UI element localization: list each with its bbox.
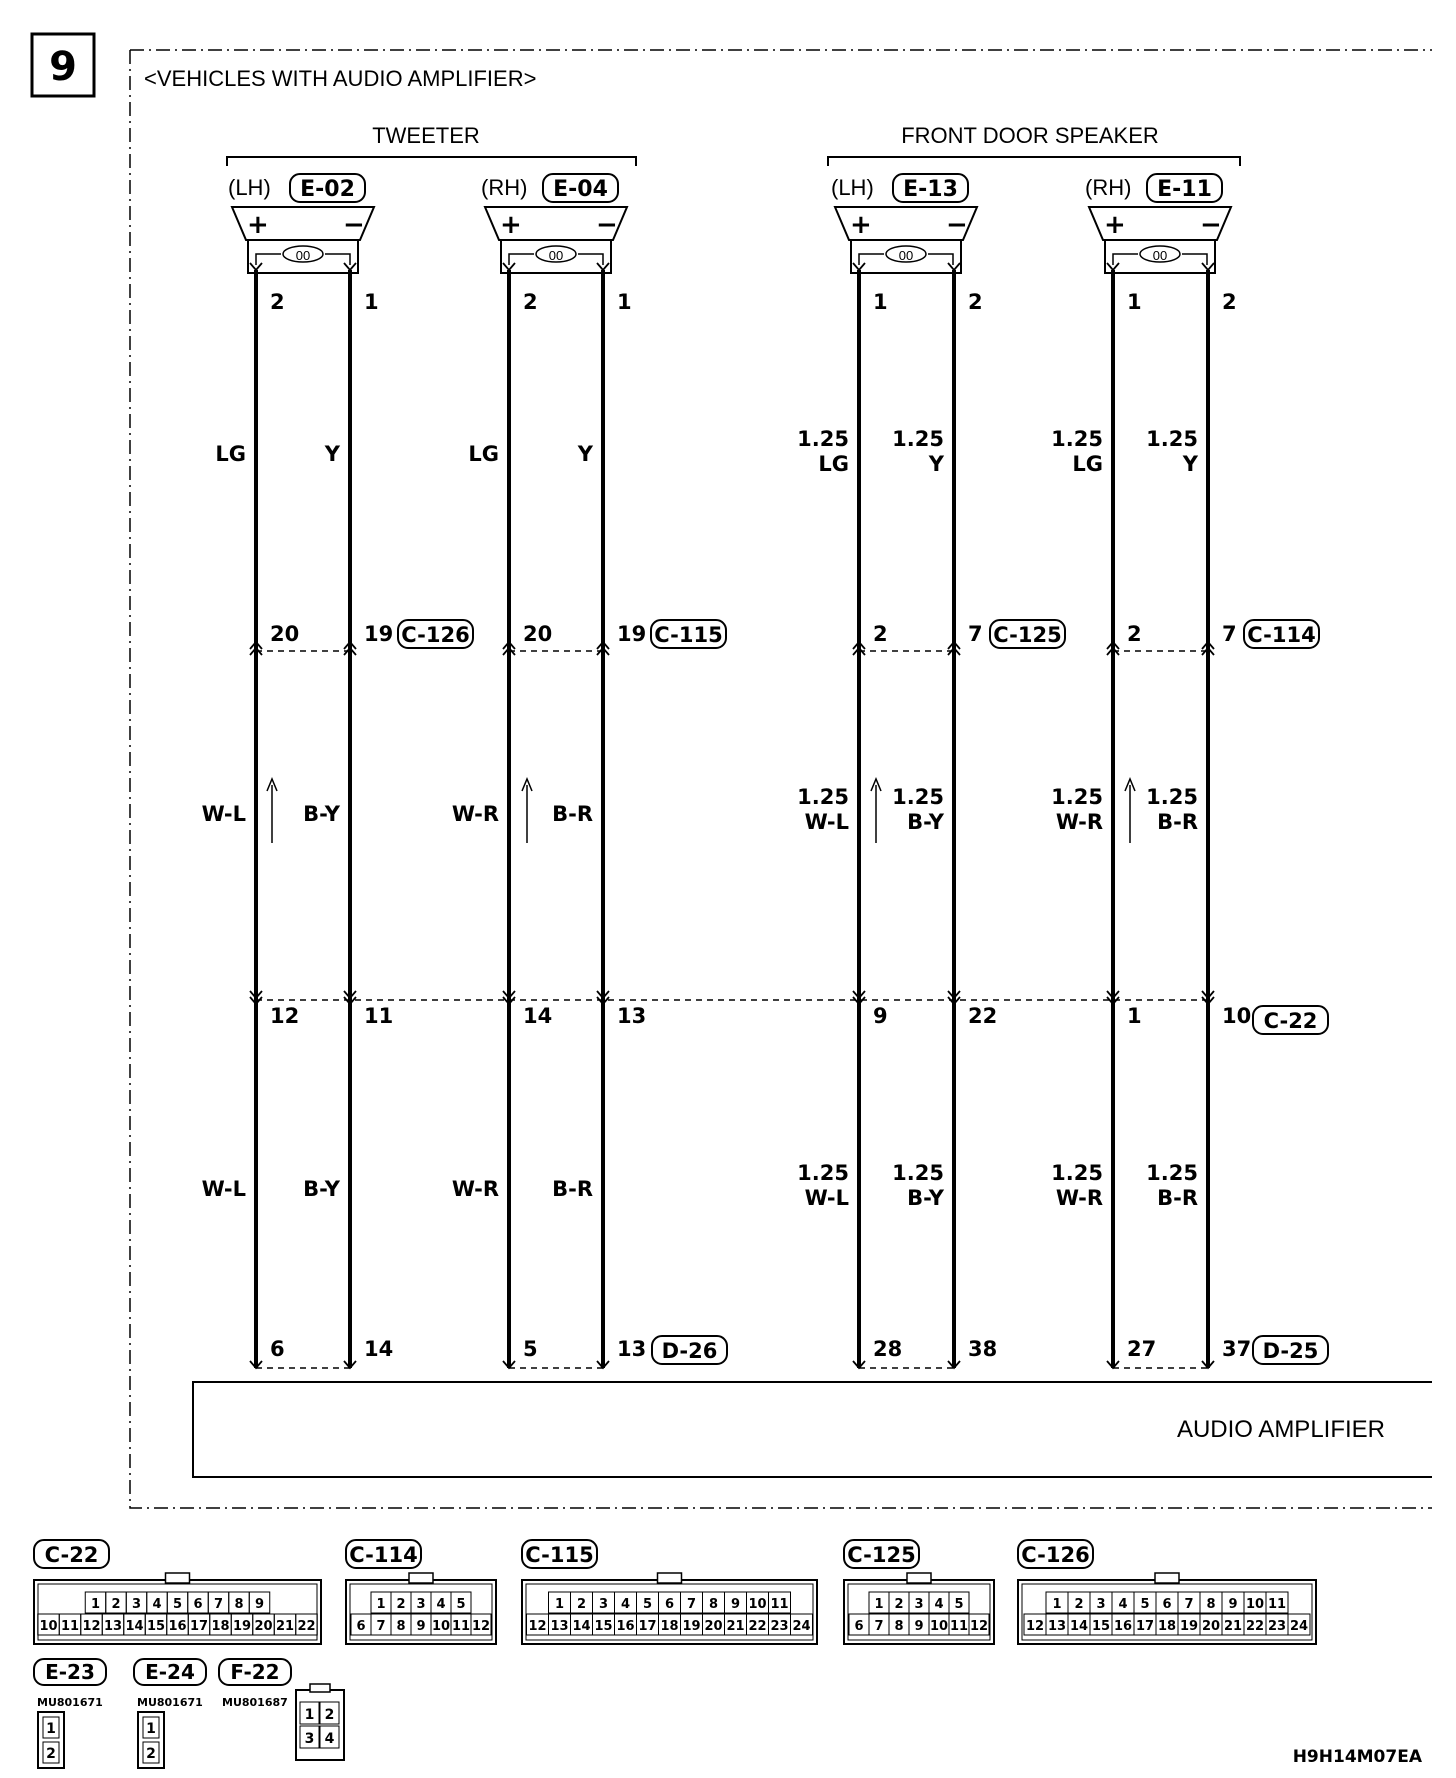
cavity-number: 2 [1074, 1597, 1084, 1612]
connector-latch [1155, 1573, 1179, 1583]
wire-color: LG [468, 442, 499, 466]
cavity-number: 10 [431, 1619, 451, 1634]
terminal-chevron [1202, 263, 1214, 270]
page-number: 9 [49, 44, 77, 90]
cavity-number: 13 [550, 1619, 569, 1634]
coil-label: 00 [898, 248, 914, 263]
mid-pin: 2 [873, 622, 888, 646]
top-pin: 2 [270, 290, 285, 314]
section-frame [130, 50, 1432, 1508]
mid-connector-C-125: C-125 [993, 623, 1062, 647]
cavity-number: 9 [416, 1619, 426, 1634]
wire-5 [853, 263, 865, 1368]
cavity-number: 3 [304, 1731, 315, 1747]
amp-pin: 37 [1222, 1337, 1252, 1361]
cavity-number: 5 [456, 1597, 466, 1612]
cavity-number: 11 [1267, 1597, 1287, 1612]
cavity-number: 17 [638, 1619, 657, 1634]
cavity-number: 6 [664, 1597, 675, 1612]
wire-labels-3 [452, 290, 552, 1361]
wire-color: W-R [451, 802, 499, 826]
cavity-number: 5 [1140, 1597, 1150, 1612]
cavity-number: 8 [396, 1619, 406, 1634]
cavity-number: 2 [146, 1746, 156, 1762]
amp-pin: 28 [873, 1337, 903, 1361]
speaker-E-13 [831, 174, 977, 273]
wire-6 [948, 263, 960, 1368]
minus-sign: − [1200, 210, 1222, 240]
speaker-E-11 [1085, 174, 1231, 273]
wire-size: 1.25 [1051, 785, 1103, 809]
cavity-number: 2 [46, 1746, 56, 1762]
wire-2 [344, 263, 356, 1368]
small-connector-E-23 [34, 1659, 106, 1768]
cavity-number: 18 [1157, 1619, 1177, 1634]
plus-sign: + [850, 210, 872, 240]
cavity-number: 1 [1052, 1597, 1062, 1612]
wire-color: W-R [451, 1177, 499, 1201]
connector-housing [522, 1580, 817, 1644]
speaker-side: (LH) [228, 175, 271, 200]
top-pin: 2 [968, 290, 983, 314]
cavity-number: 4 [934, 1597, 944, 1612]
cavity-number: 23 [770, 1619, 789, 1634]
small-connector-label-E-24: E-24 [145, 1660, 195, 1684]
part-number: MU801671 [137, 1696, 203, 1709]
cavity-number: 22 [297, 1619, 316, 1634]
cavity-number: 20 [254, 1619, 273, 1634]
cavity-number: 8 [894, 1619, 904, 1634]
cavity-number: 3 [598, 1597, 609, 1612]
mid-pin: 20 [270, 622, 300, 646]
cavity-number: 16 [168, 1619, 187, 1634]
mid-connector-C-114: C-114 [1247, 623, 1316, 647]
cavity-number: 6 [356, 1619, 366, 1634]
amp-connector-right: D-25 [1262, 1339, 1319, 1363]
cavity-number: 16 [616, 1619, 635, 1634]
cavity-number: 3 [416, 1597, 426, 1612]
coil-label: 00 [1152, 248, 1168, 263]
speaker-side: (LH) [831, 175, 874, 200]
connector-view-C-126 [1018, 1540, 1316, 1644]
wire-color: Y [324, 442, 340, 466]
c22-pin: 11 [364, 1004, 394, 1028]
wire-size: 1.25 [1146, 785, 1198, 809]
cavity-number: 12 [528, 1619, 547, 1634]
small-connector-E-24 [134, 1659, 206, 1768]
mid-pin: 7 [1222, 622, 1237, 646]
cavity-number: 10 [1245, 1597, 1265, 1612]
c22-pin: 22 [968, 1004, 998, 1028]
cavity-number: 1 [874, 1597, 884, 1612]
wire-color: B-R [1157, 810, 1198, 834]
connector-view-label-C-115: C-115 [525, 1543, 594, 1567]
cavity-number: 20 [1201, 1619, 1221, 1634]
connector-view-C-22 [34, 1540, 321, 1644]
cavity-number: 24 [1289, 1619, 1309, 1634]
mid-pin: 7 [968, 622, 983, 646]
cavity-number: 9 [1228, 1597, 1238, 1612]
connector-housing [844, 1580, 994, 1644]
connector-latch [409, 1573, 433, 1583]
c22-pin: 9 [873, 1004, 888, 1028]
cavity-number: 12 [1025, 1619, 1045, 1634]
wire-size: 1.25 [892, 1161, 944, 1185]
wire-color: W-L [201, 802, 246, 826]
cavity-number: 12 [471, 1619, 491, 1634]
c22-pin: 10 [1222, 1004, 1252, 1028]
plus-sign: + [500, 210, 522, 240]
tweeter-label: TWEETER [372, 123, 480, 148]
amp-pin: 13 [617, 1337, 647, 1361]
wire-color: W-L [201, 1177, 246, 1201]
cavity-number: 1 [304, 1707, 315, 1723]
cavity-number: 1 [146, 1721, 156, 1737]
cavity-number: 4 [620, 1597, 631, 1612]
speaker-connector-E-11: E-11 [1157, 177, 1212, 202]
wire-color: B-R [552, 802, 593, 826]
cavity-number: 6 [193, 1597, 203, 1612]
cavity-number: 4 [152, 1597, 162, 1612]
minus-sign: − [946, 210, 968, 240]
speaker-side: (RH) [1085, 175, 1132, 200]
figure-code: H9H14M07EA [1292, 1747, 1422, 1767]
cavity-number: 15 [594, 1619, 613, 1634]
wire-3 [503, 263, 515, 1368]
speaker-side: (RH) [481, 175, 528, 200]
minus-sign: − [596, 210, 618, 240]
cavity-number: 3 [1096, 1597, 1106, 1612]
top-pin: 1 [873, 290, 888, 314]
connector-view-label-C-125: C-125 [847, 1543, 916, 1567]
cavity-number: 1 [90, 1597, 101, 1612]
wire-size: 1.25 [1146, 427, 1198, 451]
mid-connector-C-126: C-126 [401, 623, 470, 647]
cavity-number: 17 [189, 1619, 209, 1634]
top-pin: 1 [364, 290, 379, 314]
amp-pin: 5 [523, 1337, 538, 1361]
cavity-number: 2 [111, 1597, 121, 1612]
cavity-number: 4 [324, 1731, 335, 1747]
connector-latch [310, 1684, 330, 1692]
wire-color: W-R [1055, 1186, 1103, 1210]
cavity-number: 13 [103, 1619, 123, 1634]
cavity-number: 19 [682, 1619, 701, 1634]
mid-connector-C-115: C-115 [654, 623, 723, 647]
cavity-number: 3 [914, 1597, 924, 1612]
cavity-number: 14 [572, 1619, 591, 1634]
wire-labels-5 [797, 290, 902, 1361]
c22-pin: 14 [523, 1004, 553, 1028]
speaker-connector-E-13: E-13 [903, 177, 958, 202]
wire-size: 1.25 [797, 427, 849, 451]
cavity-number: 12 [969, 1619, 989, 1634]
cavity-number: 7 [213, 1597, 224, 1612]
cavity-number: 5 [172, 1597, 183, 1612]
front-door-speaker-bracket [828, 157, 1240, 166]
cavity-number: 7 [686, 1597, 697, 1612]
coil-label: 00 [295, 248, 311, 263]
cavity-number: 21 [275, 1619, 295, 1634]
cavity-number: 9 [254, 1597, 265, 1612]
connector-view-label-C-114: C-114 [349, 1543, 418, 1567]
wire-labels-7 [1051, 290, 1156, 1361]
cavity-number: 14 [125, 1619, 144, 1634]
cavity-number: 17 [1135, 1619, 1155, 1634]
cavity-number: 13 [1047, 1619, 1067, 1634]
wire-color: LG [215, 442, 246, 466]
cavity-number: 11 [60, 1619, 80, 1634]
cavity-number: 5 [642, 1597, 653, 1612]
cavity-number: 3 [131, 1597, 142, 1612]
connector-view-C-115 [522, 1540, 817, 1644]
cavity-number: 7 [874, 1619, 884, 1634]
connector-latch [907, 1573, 931, 1583]
wire-color: LG [1072, 452, 1103, 476]
mid-pin: 19 [364, 622, 394, 646]
audio-amplifier-label: AUDIO AMPLIFIER [1176, 1416, 1385, 1443]
wire-color: B-Y [907, 810, 944, 834]
wire-color: B-Y [907, 1186, 944, 1210]
terminal-chevron [948, 263, 960, 270]
connector-view-label-C-126: C-126 [1021, 1543, 1090, 1567]
section-title: <VEHICLES WITH AUDIO AMPLIFIER> [144, 66, 537, 91]
cavity-number: 11 [451, 1619, 471, 1634]
part-number: MU801687 [222, 1696, 288, 1709]
wire-1 [250, 263, 262, 1368]
connector-housing [296, 1690, 344, 1760]
cavity-number: 1 [554, 1597, 565, 1612]
cavity-number: 5 [954, 1597, 964, 1612]
small-connector-label-E-23: E-23 [45, 1660, 95, 1684]
cavity-number: 1 [46, 1721, 56, 1737]
cavity-number: 21 [1223, 1619, 1243, 1634]
cavity-number: 7 [1184, 1597, 1194, 1612]
wire-color: W-L [804, 1186, 849, 1210]
wire-color: Y [577, 442, 593, 466]
coil-label: 00 [548, 248, 564, 263]
wire-size: 1.25 [797, 1161, 849, 1185]
wire-size: 1.25 [892, 785, 944, 809]
wire-color: Y [928, 452, 944, 476]
front-door-speaker-label: FRONT DOOR SPEAKER [901, 123, 1159, 148]
cavity-number: 14 [1069, 1619, 1089, 1634]
cavity-number: 18 [211, 1619, 230, 1634]
cavity-number: 21 [726, 1619, 745, 1634]
cavity-number: 2 [396, 1597, 406, 1612]
connector-view-C-125 [844, 1540, 994, 1644]
tweeter-bracket [227, 157, 636, 166]
cavity-number: 2 [894, 1597, 904, 1612]
cavity-number: 12 [82, 1619, 101, 1634]
wire-4 [597, 263, 609, 1368]
cavity-number: 4 [1118, 1597, 1128, 1612]
cavity-number: 8 [708, 1597, 719, 1612]
connector-view-C-114 [346, 1540, 496, 1644]
cavity-number: 1 [376, 1597, 386, 1612]
cavity-number: 9 [730, 1597, 741, 1612]
wire-size: 1.25 [1146, 1161, 1198, 1185]
cavity-number: 8 [234, 1597, 244, 1612]
connector-latch [658, 1573, 682, 1583]
top-pin: 2 [523, 290, 538, 314]
wire-color: B-R [1157, 1186, 1198, 1210]
wire-color: W-R [1055, 810, 1103, 834]
cavity-number: 11 [770, 1597, 789, 1612]
speaker-E-02 [228, 174, 374, 273]
mid-pin: 20 [523, 622, 553, 646]
connector-C-22: C-22 [1263, 1009, 1318, 1033]
wire-labels-8 [1146, 290, 1251, 1361]
wire-size: 1.25 [892, 427, 944, 451]
amp-connector-left: D-26 [661, 1339, 718, 1363]
amp-pin: 38 [968, 1337, 998, 1361]
top-pin: 2 [1222, 290, 1237, 314]
mid-pin: 2 [1127, 622, 1142, 646]
wire-labels-1 [202, 290, 300, 1361]
cavity-number: 6 [1162, 1597, 1172, 1612]
cavity-number: 23 [1267, 1619, 1287, 1634]
mid-pin: 19 [617, 622, 647, 646]
wire-color: W-L [804, 810, 849, 834]
top-pin: 1 [1127, 290, 1142, 314]
speaker-E-04 [481, 174, 627, 273]
small-connector-label-F-22: F-22 [230, 1660, 280, 1684]
connector-latch [166, 1573, 190, 1583]
c22-pin: 1 [1127, 1004, 1142, 1028]
wire-size: 1.25 [1051, 427, 1103, 451]
wire-color: B-Y [303, 1177, 340, 1201]
cavity-number: 15 [1091, 1619, 1111, 1634]
cavity-number: 7 [376, 1619, 386, 1634]
cavity-number: 16 [1113, 1619, 1133, 1634]
cavity-number: 18 [660, 1619, 679, 1634]
connector-view-label-C-22: C-22 [44, 1543, 99, 1567]
cavity-number: 22 [748, 1619, 767, 1634]
cavity-number: 4 [436, 1597, 446, 1612]
cavity-number: 19 [232, 1619, 252, 1634]
cavity-number: 2 [324, 1707, 335, 1723]
wire-size: 1.25 [1051, 1161, 1103, 1185]
wire-size: 1.25 [797, 785, 849, 809]
wire-color: Y [1182, 452, 1198, 476]
wire-labels-6 [892, 290, 997, 1361]
amp-pin: 27 [1127, 1337, 1157, 1361]
cavity-number: 9 [914, 1619, 924, 1634]
c22-pin: 12 [270, 1004, 300, 1028]
small-connector-F-22 [219, 1659, 344, 1760]
cavity-number: 10 [39, 1619, 58, 1634]
wire-8 [1202, 263, 1214, 1368]
amp-pin: 6 [270, 1337, 285, 1361]
part-number: MU801671 [37, 1696, 103, 1709]
cavity-number: 19 [1179, 1619, 1199, 1634]
wire-labels-4 [552, 290, 646, 1361]
speaker-connector-E-02: E-02 [300, 177, 355, 202]
connector-housing [346, 1580, 496, 1644]
plus-sign: + [1104, 210, 1126, 240]
top-pin: 1 [617, 290, 632, 314]
plus-sign: + [247, 210, 269, 240]
wire-color: B-R [552, 1177, 593, 1201]
amp-pin: 14 [364, 1337, 394, 1361]
cavity-number: 10 [748, 1597, 767, 1612]
cavity-number: 6 [854, 1619, 864, 1634]
wire-7 [1107, 263, 1119, 1368]
cavity-number: 2 [576, 1597, 587, 1612]
wire-color: LG [818, 452, 849, 476]
speaker-connector-E-04: E-04 [553, 177, 608, 202]
cavity-number: 20 [704, 1619, 723, 1634]
minus-sign: − [343, 210, 365, 240]
cavity-number: 22 [1245, 1619, 1265, 1634]
cavity-number: 15 [146, 1619, 166, 1634]
cavity-number: 11 [949, 1619, 969, 1634]
cavity-number: 8 [1206, 1597, 1216, 1612]
connector-housing [1018, 1580, 1316, 1644]
cavity-number: 24 [792, 1619, 811, 1634]
wire-color: B-Y [303, 802, 340, 826]
cavity-number: 10 [929, 1619, 949, 1634]
c22-pin: 13 [617, 1004, 647, 1028]
connector-housing [34, 1580, 321, 1644]
